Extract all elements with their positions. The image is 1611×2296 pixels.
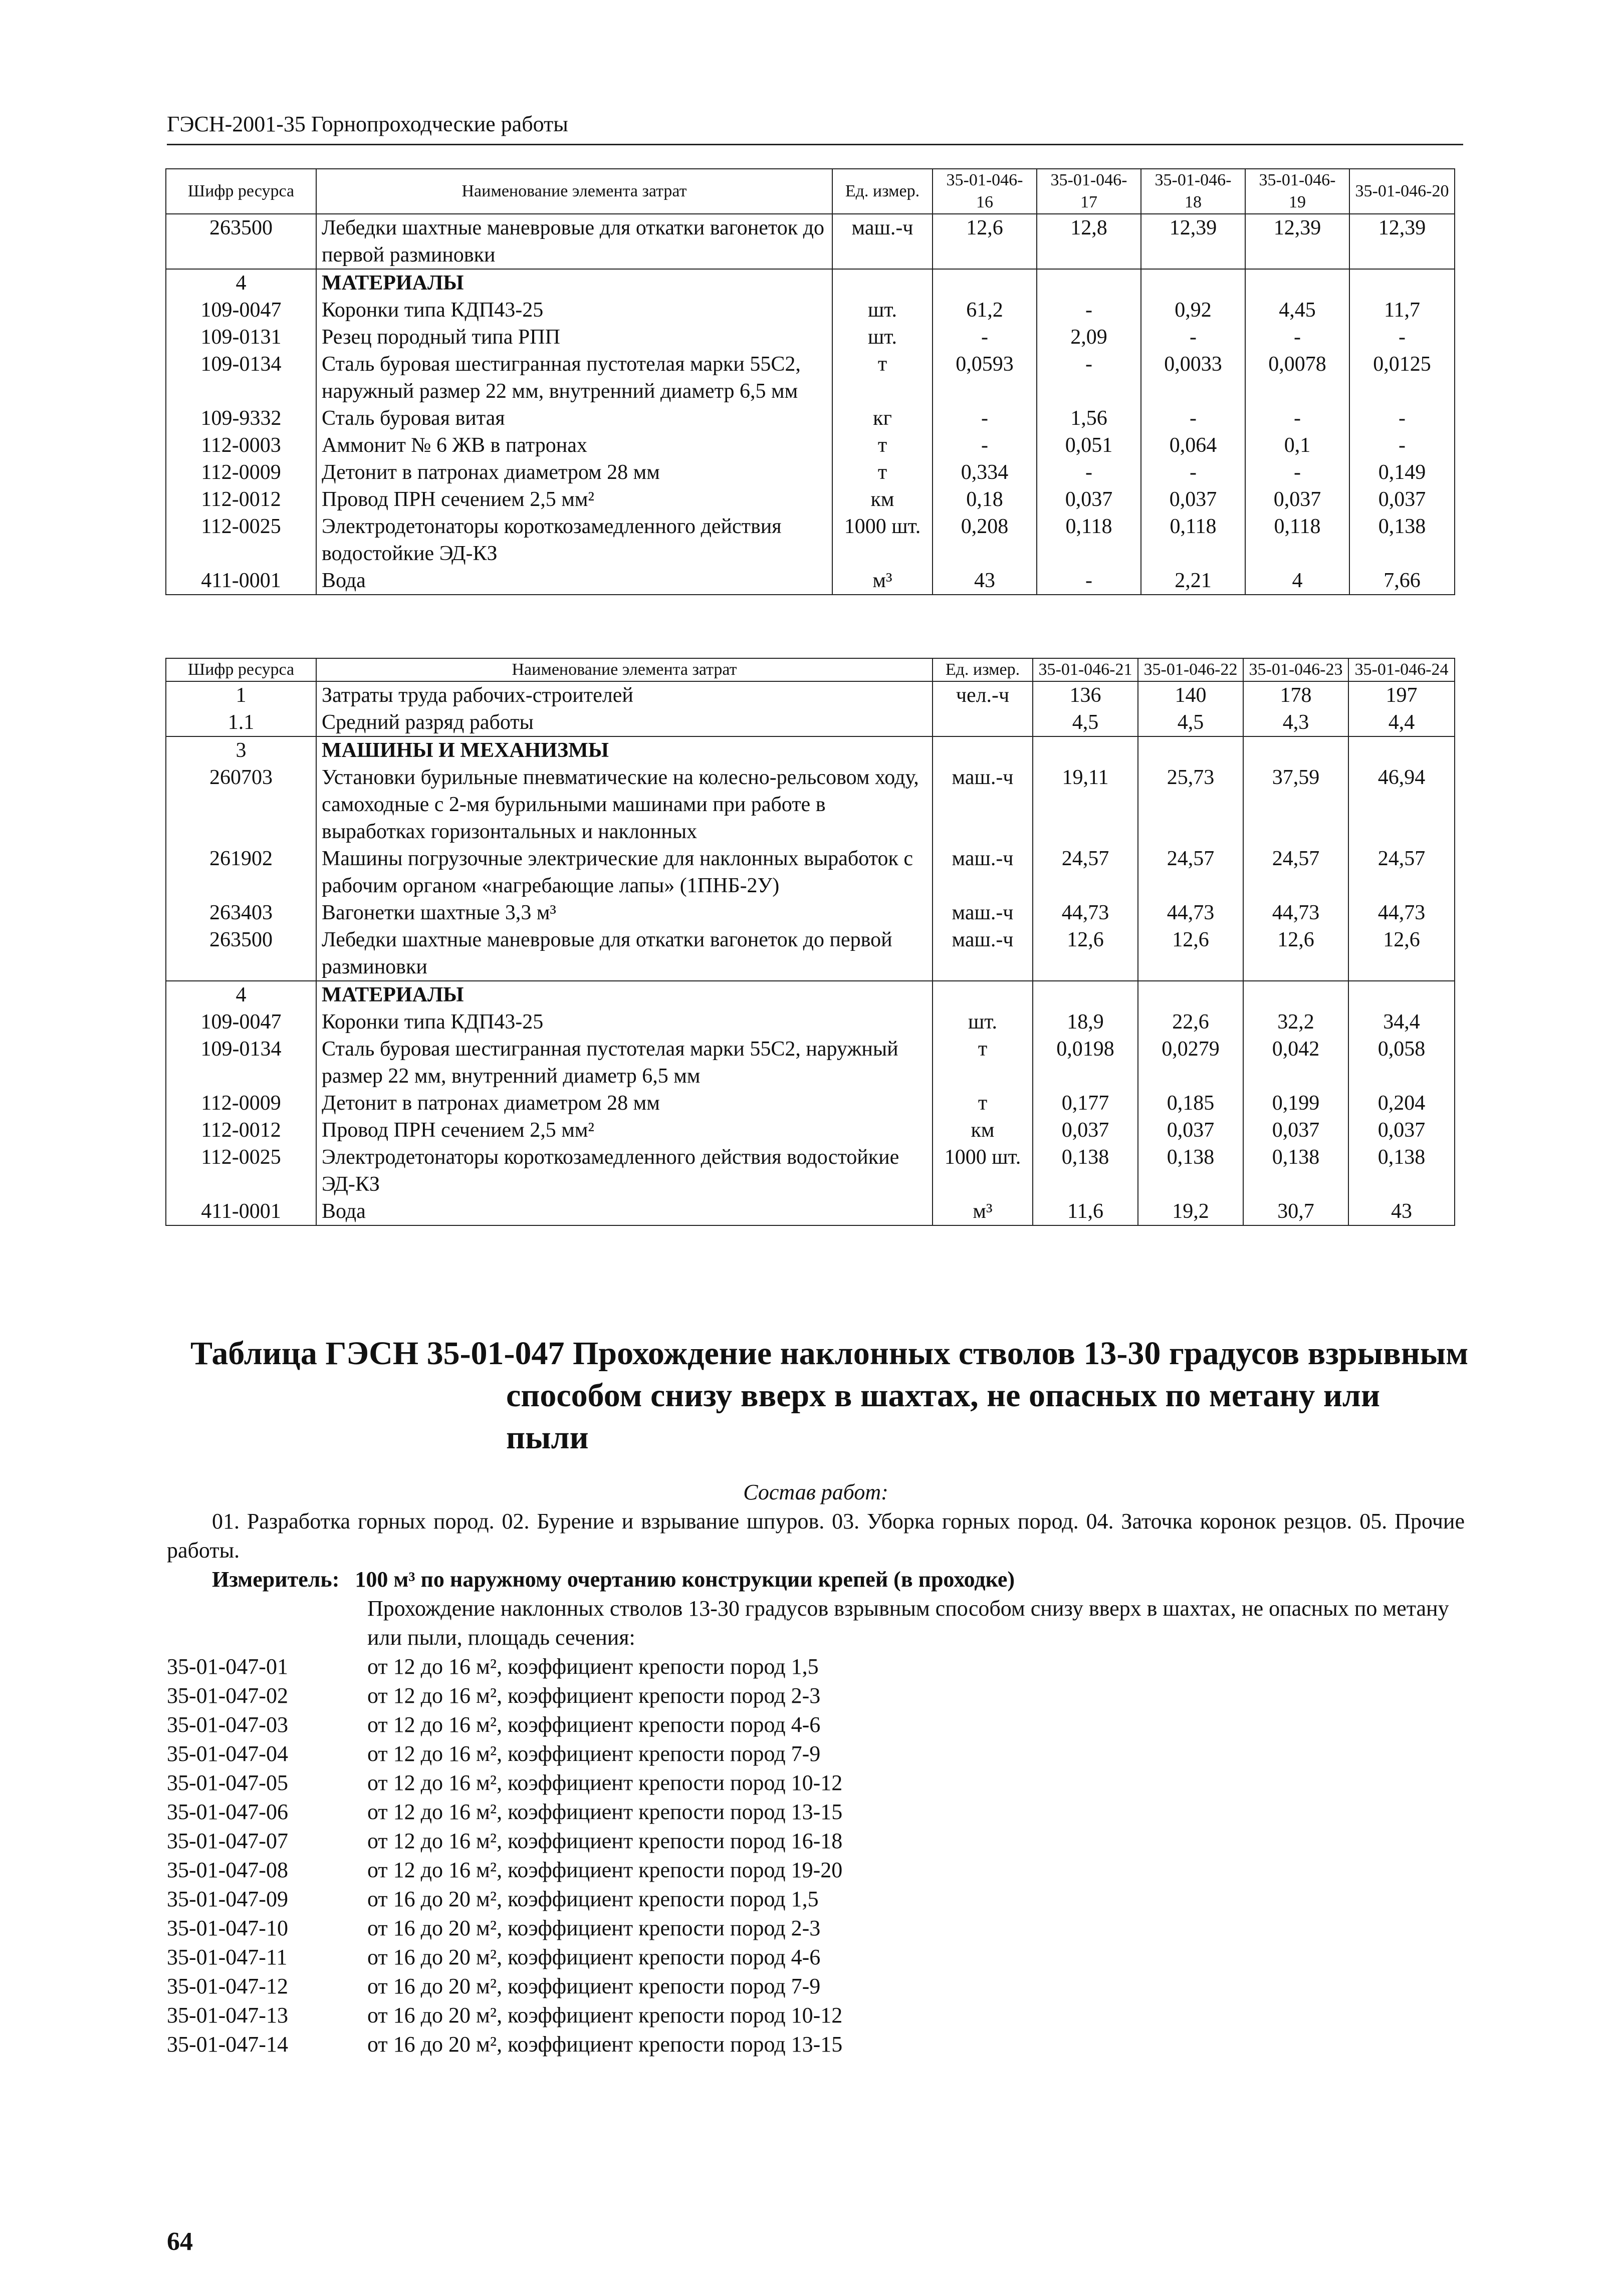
title-line: способом снизу вверх в шахтах, не опасных по метану или	[506, 1377, 1380, 1414]
table-row	[166, 926, 1455, 981]
value-cell: 0,0125	[1349, 351, 1455, 405]
resource-name: Вода	[316, 567, 832, 595]
value-cell: 2,21	[1141, 567, 1245, 595]
resource-code: 263500	[166, 214, 316, 269]
table-row	[166, 297, 1455, 324]
section-title: МАШИНЫ И МЕХАНИЗМЫ	[316, 736, 933, 764]
value-cell: 4,5	[1033, 709, 1138, 736]
header-col: 35-01-046-21	[1033, 658, 1138, 681]
value-cell: 43	[1348, 1198, 1455, 1225]
resource-name: Коронки типа КДП43-25	[316, 297, 832, 324]
value-cell: 12,39	[1245, 214, 1349, 269]
value-cell: 4,4	[1348, 709, 1455, 736]
norm-description	[167, 1478, 1465, 2059]
condition-text: от 12 до 16 м², коэффициент крепости пород 2-3	[367, 1683, 821, 1708]
condition-row	[167, 1885, 1465, 1914]
value-cell: 12,6	[1033, 926, 1138, 981]
resource-code: 260703	[166, 764, 316, 845]
table-row	[166, 899, 1455, 926]
value-cell	[1138, 736, 1243, 764]
unit-cell	[933, 709, 1033, 736]
title-line: пыли	[506, 1419, 589, 1456]
header-col: 35-01-046-16	[933, 169, 1037, 214]
table-row	[166, 1198, 1455, 1225]
unit-cell: маш.-ч	[933, 926, 1033, 981]
resource-code: 263500	[166, 926, 316, 981]
value-cell: 32,2	[1243, 1008, 1348, 1036]
unit-cell: т	[832, 432, 933, 459]
value-cell: -	[1141, 459, 1245, 486]
value-cell: 0,042	[1243, 1036, 1348, 1090]
value-cell	[1349, 269, 1455, 297]
meter-line	[212, 1565, 1465, 1594]
header-code: Шифр ресурса	[166, 169, 316, 214]
value-cell: 12,6	[1348, 926, 1455, 981]
table-row	[166, 214, 1455, 269]
resource-code: 109-0047	[166, 297, 316, 324]
table-row	[166, 567, 1455, 595]
resource-code: 112-0012	[166, 1117, 316, 1144]
value-cell: -	[1037, 567, 1141, 595]
resource-code: 411-0001	[166, 1198, 316, 1225]
value-cell: 44,73	[1033, 899, 1138, 926]
value-cell: 2,09	[1037, 324, 1141, 351]
unit-cell: маш.-ч	[832, 214, 933, 269]
value-cell: 136	[1033, 681, 1138, 709]
resource-name: Электродетонаторы короткозамедленного действия водостойкие ЭД-КЗ	[316, 1144, 933, 1198]
value-cell	[1037, 269, 1141, 297]
resource-name: Резец породный типа РПП	[316, 324, 832, 351]
value-cell: 0,051	[1037, 432, 1141, 459]
value-cell: 0,92	[1141, 297, 1245, 324]
condition-row	[167, 2001, 1465, 2030]
value-cell: 0,138	[1138, 1144, 1243, 1198]
resource-code: 3	[166, 736, 316, 764]
value-cell: 0,0279	[1138, 1036, 1243, 1090]
value-cell: 24,57	[1033, 845, 1138, 899]
value-cell: 12,6	[1243, 926, 1348, 981]
condition-code: 35-01-047-02	[167, 1683, 288, 1708]
value-cell: 0,138	[1349, 513, 1455, 567]
resource-name: Провод ПРН сечением 2,5 мм²	[316, 486, 832, 513]
value-cell: 0,334	[933, 459, 1037, 486]
value-cell: 7,66	[1349, 567, 1455, 595]
value-cell: 44,73	[1243, 899, 1348, 926]
value-cell: -	[1037, 351, 1141, 405]
condition-row	[167, 1827, 1465, 1856]
section-title: МАТЕРИАЛЫ	[316, 981, 933, 1008]
condition-text: от 12 до 16 м², коэффициент крепости пород 19-20	[367, 1858, 843, 1882]
resource-name: Коронки типа КДП43-25	[316, 1008, 933, 1036]
value-cell: 34,4	[1348, 1008, 1455, 1036]
resource-name: Лебедки шахтные маневровые для откатки вагонеток до первой разминовки	[316, 214, 832, 269]
table-row	[166, 764, 1455, 845]
condition-row	[167, 1856, 1465, 1885]
header-col: 35-01-046-19	[1245, 169, 1349, 214]
unit-cell: шт.	[832, 324, 933, 351]
unit-cell: км	[832, 486, 933, 513]
value-cell: -	[1141, 324, 1245, 351]
value-cell: 4,5	[1138, 709, 1243, 736]
value-cell: 0,037	[1138, 1117, 1243, 1144]
unit-cell: м³	[933, 1198, 1033, 1225]
resource-code: 109-0134	[166, 351, 316, 405]
value-cell	[1138, 981, 1243, 1008]
resource-code: 112-0012	[166, 486, 316, 513]
unit-cell: т	[933, 1090, 1033, 1117]
value-cell: 0,204	[1348, 1090, 1455, 1117]
value-cell: -	[1141, 405, 1245, 432]
value-cell: 4	[1245, 567, 1349, 595]
value-cell: 0,138	[1033, 1144, 1138, 1198]
condition-text: от 12 до 16 м², коэффициент крепости пород 16-18	[367, 1829, 843, 1853]
unit-cell: т	[832, 351, 933, 405]
value-cell: 37,59	[1243, 764, 1348, 845]
value-cell: -	[933, 324, 1037, 351]
value-cell	[1348, 736, 1455, 764]
condition-text: от 12 до 16 м², коэффициент крепости пород 1,5	[367, 1654, 819, 1679]
table-body	[166, 681, 1455, 1225]
value-cell: 11,7	[1349, 297, 1455, 324]
table-row	[166, 1090, 1455, 1117]
condition-code: 35-01-047-10	[167, 1916, 288, 1940]
table-header-row	[166, 658, 1455, 681]
resource-name: Электродетонаторы короткозамедленного действия водостойкие ЭД-КЗ	[316, 513, 832, 567]
resource-code: 112-0025	[166, 513, 316, 567]
value-cell: 44,73	[1138, 899, 1243, 926]
value-cell: 12,39	[1349, 214, 1455, 269]
value-cell: 0,0078	[1245, 351, 1349, 405]
condition-code: 35-01-047-08	[167, 1858, 288, 1882]
value-cell: 19,2	[1138, 1198, 1243, 1225]
value-cell: -	[1349, 405, 1455, 432]
composition-caption: Состав работ:	[743, 1480, 888, 1504]
resource-code: 109-0047	[166, 1008, 316, 1036]
section-title: МАТЕРИАЛЫ	[316, 269, 832, 297]
condition-code: 35-01-047-04	[167, 1741, 288, 1766]
table-row	[166, 845, 1455, 899]
value-cell: -	[1349, 324, 1455, 351]
resource-name: Аммонит № 6 ЖВ в патронах	[316, 432, 832, 459]
unit-cell: шт.	[933, 1008, 1033, 1036]
header-col: 35-01-046-20	[1349, 169, 1455, 214]
value-cell: 24,57	[1138, 845, 1243, 899]
table-row	[166, 736, 1455, 764]
condition-row	[167, 1652, 1465, 1681]
resource-name: Затраты труда рабочих-строителей	[316, 681, 933, 709]
value-cell: 178	[1243, 681, 1348, 709]
value-cell	[1033, 981, 1138, 1008]
composition-text: 01. Разработка горных пород. 02. Бурение и взрывание шпуров. 03. Уборка горных пород. 04. Заточка коронок резцов. 05. Прочие работы.	[167, 1509, 1465, 1563]
condition-code: 35-01-047-01	[167, 1654, 288, 1679]
condition-code: 35-01-047-09	[167, 1887, 288, 1911]
resource-name: Сталь буровая шестигранная пустотелая марки 55С2, наружный размер 22 мм, внутренний диаметр 6,5 мм	[316, 351, 832, 405]
table-row	[166, 1144, 1455, 1198]
header-rule	[167, 144, 1463, 145]
resource-name: Лебедки шахтные маневровые для откатки вагонеток до первой разминовки	[316, 926, 933, 981]
condition-code: 35-01-047-14	[167, 2032, 288, 2057]
table-body	[166, 214, 1455, 595]
value-cell: 12,8	[1037, 214, 1141, 269]
condition-text: от 16 до 20 м², коэффициент крепости пород 2-3	[367, 1916, 821, 1940]
page-number: 64	[167, 2227, 193, 2256]
resource-name: Средний разряд работы	[316, 709, 933, 736]
value-cell	[1245, 269, 1349, 297]
value-cell: 0,037	[1243, 1117, 1348, 1144]
value-cell: 0,037	[1245, 486, 1349, 513]
condition-text: от 12 до 16 м², коэффициент крепости пород 13-15	[367, 1800, 843, 1824]
resource-code: 4	[166, 981, 316, 1008]
value-cell: 0,118	[1245, 513, 1349, 567]
condition-text: от 16 до 20 м², коэффициент крепости пород 4-6	[367, 1945, 821, 1969]
resource-code: 1	[166, 681, 316, 709]
value-cell: 0,037	[1348, 1117, 1455, 1144]
value-cell	[1243, 981, 1348, 1008]
resource-name: Сталь буровая шестигранная пустотелая марки 55С2, наружный размер 22 мм, внутренний диаметр 6,5 мм	[316, 1036, 933, 1090]
condition-text: от 16 до 20 м², коэффициент крепости пород 7-9	[367, 1974, 821, 1998]
value-cell: 0,1	[1245, 432, 1349, 459]
condition-text: от 16 до 20 м², коэффициент крепости пород 10-12	[367, 2003, 843, 2027]
table-row	[166, 681, 1455, 709]
unit-cell	[832, 269, 933, 297]
value-cell: 0,199	[1243, 1090, 1348, 1117]
value-cell: 0,058	[1348, 1036, 1455, 1090]
condition-text: от 12 до 16 м², коэффициент крепости пород 10-12	[367, 1770, 843, 1795]
resource-code: 112-0009	[166, 1090, 316, 1117]
value-cell: 0,118	[1141, 513, 1245, 567]
resource-code: 109-9332	[166, 405, 316, 432]
value-cell: -	[1245, 459, 1349, 486]
meter-text: 100 м³ по наружному очертанию конструкции крепей (в проходке)	[355, 1567, 1015, 1592]
condition-text: от 12 до 16 м², коэффициент крепости пород 4-6	[367, 1712, 821, 1737]
table-row	[166, 1036, 1455, 1090]
value-cell	[1243, 736, 1348, 764]
condition-row	[167, 1914, 1465, 1943]
condition-row	[167, 1972, 1465, 2001]
resource-code: 109-0134	[166, 1036, 316, 1090]
value-cell: 4,45	[1245, 297, 1349, 324]
value-cell: -	[1245, 405, 1349, 432]
value-cell: -	[1037, 459, 1141, 486]
value-cell: 0,037	[1141, 486, 1245, 513]
header-code: Шифр ресурса	[166, 658, 316, 681]
value-cell	[1141, 269, 1245, 297]
unit-cell: м³	[832, 567, 933, 595]
header-col: 35-01-046-24	[1348, 658, 1455, 681]
value-cell: 0,185	[1138, 1090, 1243, 1117]
condition-text: от 16 до 20 м², коэффициент крепости пород 13-15	[367, 2032, 843, 2057]
table-row	[166, 324, 1455, 351]
resource-name: Вагонетки шахтные 3,3 м³	[316, 899, 933, 926]
value-cell: 0,037	[1349, 486, 1455, 513]
value-cell: 0,18	[933, 486, 1037, 513]
table-row	[166, 269, 1455, 297]
condition-row	[167, 1798, 1465, 1827]
resource-name: Провод ПРН сечением 2,5 мм²	[316, 1117, 933, 1144]
value-cell: 24,57	[1243, 845, 1348, 899]
title-line: Таблица ГЭСН 35-01-047 Прохождение наклонных стволов 13-30 градусов взрывным	[190, 1335, 1469, 1372]
value-cell: -	[933, 405, 1037, 432]
table-row	[166, 981, 1455, 1008]
unit-cell: км	[933, 1117, 1033, 1144]
resource-name: Вода	[316, 1198, 933, 1225]
value-cell: -	[1245, 324, 1349, 351]
table-row	[166, 459, 1455, 486]
unit-cell: маш.-ч	[933, 845, 1033, 899]
condition-row	[167, 1681, 1465, 1710]
unit-cell: чел.-ч	[933, 681, 1033, 709]
table-row	[166, 486, 1455, 513]
value-cell: 44,73	[1348, 899, 1455, 926]
resource-code: 112-0025	[166, 1144, 316, 1198]
value-cell: 18,9	[1033, 1008, 1138, 1036]
table-header-row	[166, 169, 1455, 214]
conditions-list	[167, 1652, 1465, 2059]
value-cell	[1033, 736, 1138, 764]
value-cell: 61,2	[933, 297, 1037, 324]
value-cell: -	[1037, 297, 1141, 324]
condition-text: от 16 до 20 м², коэффициент крепости пород 1,5	[367, 1887, 819, 1911]
condition-row	[167, 1739, 1465, 1768]
value-cell: 11,6	[1033, 1198, 1138, 1225]
value-cell: 0,0033	[1141, 351, 1245, 405]
value-cell: 0,208	[933, 513, 1037, 567]
value-cell: 197	[1348, 681, 1455, 709]
value-cell: 0,064	[1141, 432, 1245, 459]
value-cell: 0,0198	[1033, 1036, 1138, 1090]
value-cell: 30,7	[1243, 1198, 1348, 1225]
value-cell: 12,6	[933, 214, 1037, 269]
condition-code: 35-01-047-07	[167, 1829, 288, 1853]
condition-row	[167, 1943, 1465, 1972]
header-name: Наименование элемента затрат	[316, 169, 832, 214]
header-unit: Ед. измер.	[832, 169, 933, 214]
value-cell: -	[1349, 432, 1455, 459]
condition-code: 35-01-047-03	[167, 1712, 288, 1737]
meter-label: Измеритель:	[212, 1567, 340, 1592]
condition-row	[167, 1768, 1465, 1798]
resource-code: 4	[166, 269, 316, 297]
condition-row	[167, 2030, 1465, 2059]
unit-cell: маш.-ч	[933, 764, 1033, 845]
header-col: 35-01-046-23	[1243, 658, 1348, 681]
header-col: 35-01-046-22	[1138, 658, 1243, 681]
table-row	[166, 709, 1455, 736]
condition-code: 35-01-047-05	[167, 1770, 288, 1795]
condition-code: 35-01-047-06	[167, 1800, 288, 1824]
resource-code: 109-0131	[166, 324, 316, 351]
unit-cell: кг	[832, 405, 933, 432]
condition-code: 35-01-047-12	[167, 1974, 288, 1998]
resource-code: 411-0001	[166, 567, 316, 595]
table-row	[166, 432, 1455, 459]
unit-cell: 1000 шт.	[933, 1144, 1033, 1198]
value-cell: 0,149	[1349, 459, 1455, 486]
conditions-caption: Прохождение наклонных стволов 13-30 градусов взрывным способом снизу вверх в шахтах, не опасных по метану или пыли, площадь сечения:	[367, 1596, 1449, 1650]
condition-code: 35-01-047-13	[167, 2003, 288, 2027]
table-row	[166, 513, 1455, 567]
value-cell: 1,56	[1037, 405, 1141, 432]
unit-cell	[933, 736, 1033, 764]
unit-cell: 1000 шт.	[832, 513, 933, 567]
value-cell: 43	[933, 567, 1037, 595]
resource-code: 263403	[166, 899, 316, 926]
value-cell	[933, 269, 1037, 297]
value-cell: 4,3	[1243, 709, 1348, 736]
unit-cell: маш.-ч	[933, 899, 1033, 926]
value-cell: 140	[1138, 681, 1243, 709]
value-cell: 0,0593	[933, 351, 1037, 405]
table-row	[166, 1117, 1455, 1144]
value-cell: 0,118	[1037, 513, 1141, 567]
resource-code: 112-0003	[166, 432, 316, 459]
value-cell: 0,138	[1348, 1144, 1455, 1198]
resource-name: Детонит в патронах диаметром 28 мм	[316, 1090, 933, 1117]
resource-table-046-21-24	[165, 658, 1455, 1226]
resource-code: 112-0009	[166, 459, 316, 486]
value-cell: 12,6	[1138, 926, 1243, 981]
value-cell: 0,177	[1033, 1090, 1138, 1117]
header-unit: Ед. измер.	[933, 658, 1033, 681]
value-cell	[1348, 981, 1455, 1008]
table-row	[166, 351, 1455, 405]
header-col: 35-01-046-18	[1141, 169, 1245, 214]
unit-cell: шт.	[832, 297, 933, 324]
value-cell: 46,94	[1348, 764, 1455, 845]
header-col: 35-01-046-17	[1037, 169, 1141, 214]
condition-row	[167, 1710, 1465, 1739]
table-row	[166, 1008, 1455, 1036]
resource-name: Сталь буровая витая	[316, 405, 832, 432]
table-title	[190, 1333, 1469, 1459]
value-cell: 0,037	[1037, 486, 1141, 513]
value-cell: -	[933, 432, 1037, 459]
unit-cell: т	[832, 459, 933, 486]
value-cell: 22,6	[1138, 1008, 1243, 1036]
unit-cell	[933, 981, 1033, 1008]
header-name: Наименование элемента затрат	[316, 658, 933, 681]
value-cell: 12,39	[1141, 214, 1245, 269]
value-cell: 0,037	[1033, 1117, 1138, 1144]
running-header: ГЭСН-2001-35 Горнопроходческие работы	[167, 112, 568, 136]
resource-table-046-16-20	[165, 168, 1455, 595]
condition-text: от 12 до 16 м², коэффициент крепости пород 7-9	[367, 1741, 821, 1766]
resource-code: 1.1	[166, 709, 316, 736]
resource-name: Детонит в патронах диаметром 28 мм	[316, 459, 832, 486]
value-cell: 25,73	[1138, 764, 1243, 845]
condition-code: 35-01-047-11	[167, 1945, 288, 1969]
resource-name: Установки бурильные пневматические на колесно-рельсовом ходу, самоходные с 2-мя бурильными машинами при работе в выработках горизонтальных и наклонных	[316, 764, 933, 845]
unit-cell: т	[933, 1036, 1033, 1090]
value-cell: 0,138	[1243, 1144, 1348, 1198]
resource-name: Машины погрузочные электрические для наклонных выработок с рабочим органом «нагребающие лапы» (1ПНБ-2У)	[316, 845, 933, 899]
resource-code: 261902	[166, 845, 316, 899]
table-row	[166, 405, 1455, 432]
value-cell: 24,57	[1348, 845, 1455, 899]
value-cell: 19,11	[1033, 764, 1138, 845]
